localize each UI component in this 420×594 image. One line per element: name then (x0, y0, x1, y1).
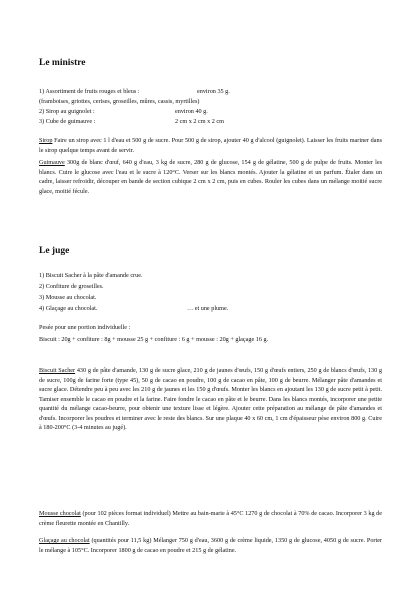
list-item (39, 88, 230, 96)
list-item (39, 294, 96, 302)
paragraph-text: 430 g de pâte d'amande, 130 g de sucre glace, 210 g de jaunes d'œufs, 150 g d'œufs entiers, 250 g de blancs d'œufs, 130 g de sucre, 100g de farine forte (type 45), 50 g de cacao en poudre, 100 g de cacao en pâte, 100 g de beurre. Mélanger pâte d'amandes et sucre glace. Détendre peu à peu avec les 210 g de jaunes et les 150 g d'œufs. Monter les blancs en ajoutant les 130 g de sucre petit à petit. Tamiser ensemble le cacao en poudre et la farine. Faire fondre le cacao en pâte et le beurre. Dans les blancs montés, incorporer une petite quantité du mélange cacao-beurre, pour obtenir une texture lisse et légère. Ajouter cette préparation au mélange de pâte d'amandes et d'œufs. Incorporer les poudres et terminer avec le reste des blancs. Sur une plaque 40 x 60 cm, 1 cm d'épaisseur pèse environ 800 g. Cuire à 180-200°C (3-4 minutes au jugé). (39, 367, 382, 431)
section-title-le-ministre: Le ministre (39, 58, 86, 68)
paragraph-glacage-chocolat (39, 536, 382, 555)
pesee-title: Pesée pour une portion individuelle : (39, 324, 131, 331)
paragraph-lead: Mousse chocolat (39, 510, 81, 517)
paragraph-text: (pour 102 pièces format individuel) Mettre au bain-marie à 45°C 1270 g de chocolat à 70% de cacao. Incorporer 3 kg de crème fleurette montée en Chantilly. (39, 510, 382, 527)
item-value: environ 35 g. (197, 88, 230, 95)
list-item (39, 272, 143, 280)
section-title-le-juge: Le juge (39, 246, 70, 256)
list-item (39, 305, 229, 313)
paragraph-lead: Guimauve (39, 159, 65, 166)
item-label: 3) Mousse au chocolat. (39, 294, 97, 301)
paragraph-lead: Sirop (39, 137, 53, 144)
list-item (39, 108, 208, 116)
list-item (39, 118, 224, 126)
paragraph-text: Faire un sirop avec 1 l d'eau et 500 g de sucre. Pour 500 g de sirop, ajouter 40 g d'alcool (guignolet). Laisser les fruits mariner dans le sirop quelque temps avant de servir. (39, 137, 382, 154)
item-label: 2) Confiture de groseilles. (39, 283, 104, 290)
item-label: 1) Assortiment de fruits rouges et bleus : (39, 88, 140, 95)
item-label: 2) Sirop au guignolet : (39, 108, 95, 115)
pesee-line: Biscuit : 20g + confiture : 8g + mousse 25 g + confiture : 6 g + mousse : 20g + glaçage 16 g. (39, 336, 269, 343)
list-item (39, 283, 104, 291)
paragraph-text: 300g de blanc d'œuf, 640 g d'eau, 3 kg de sucre, 280 g de glucose, 154 g de gélatine, 500 g de pulpe de fruits. Monter les blancs. Cuire le glucose avec l'eau et le sucre à 120°C. Verser sur les blancs montés. Ajouter la gélatine et un parfum. Étaler dans un cadre, laisser refroidir, découper en bande de section cubique 2 cm x 2 cm, puis en cubes. Rouler les cubes dans un mélange moitié sucre glace, moitié fécule. (39, 159, 382, 195)
item-value: 2 cm x 2 cm x 2 cm (175, 118, 224, 125)
paragraph-guimauve (39, 158, 382, 196)
paragraph-mousse-chocolat (39, 509, 382, 528)
list-item (39, 98, 200, 106)
paragraph-lead: Glaçage au chocolat (39, 537, 90, 544)
item-label: 1) Biscuit Sacher à la pâte d'amande crue. (39, 272, 143, 279)
paragraph-biscuit-sacher (39, 366, 382, 433)
item-label: 3) Cube de guimauve : (39, 118, 96, 125)
item-label: (framboises, griottes, cerises, groseilles, mûres, cassis, myrtilles) (39, 98, 200, 105)
paragraph-sirop (39, 136, 382, 155)
item-label: 4) Glaçage au chocolat. (39, 305, 98, 312)
item-value: environ 40 g. (175, 108, 208, 115)
paragraph-text: (quantités pour 11,5 kg) Mélanger 750 g d'eau, 3600 g de crème liquide, 1350 g de glucose, 4050 g de sucre. Porter le mélange à 105°C. Incorporer 1800 g de cacao en poudre et 215 g de gélatine. (39, 537, 382, 554)
paragraph-lead: Biscuit Sacher (39, 367, 76, 374)
item-value: … et une plume. (187, 305, 229, 312)
